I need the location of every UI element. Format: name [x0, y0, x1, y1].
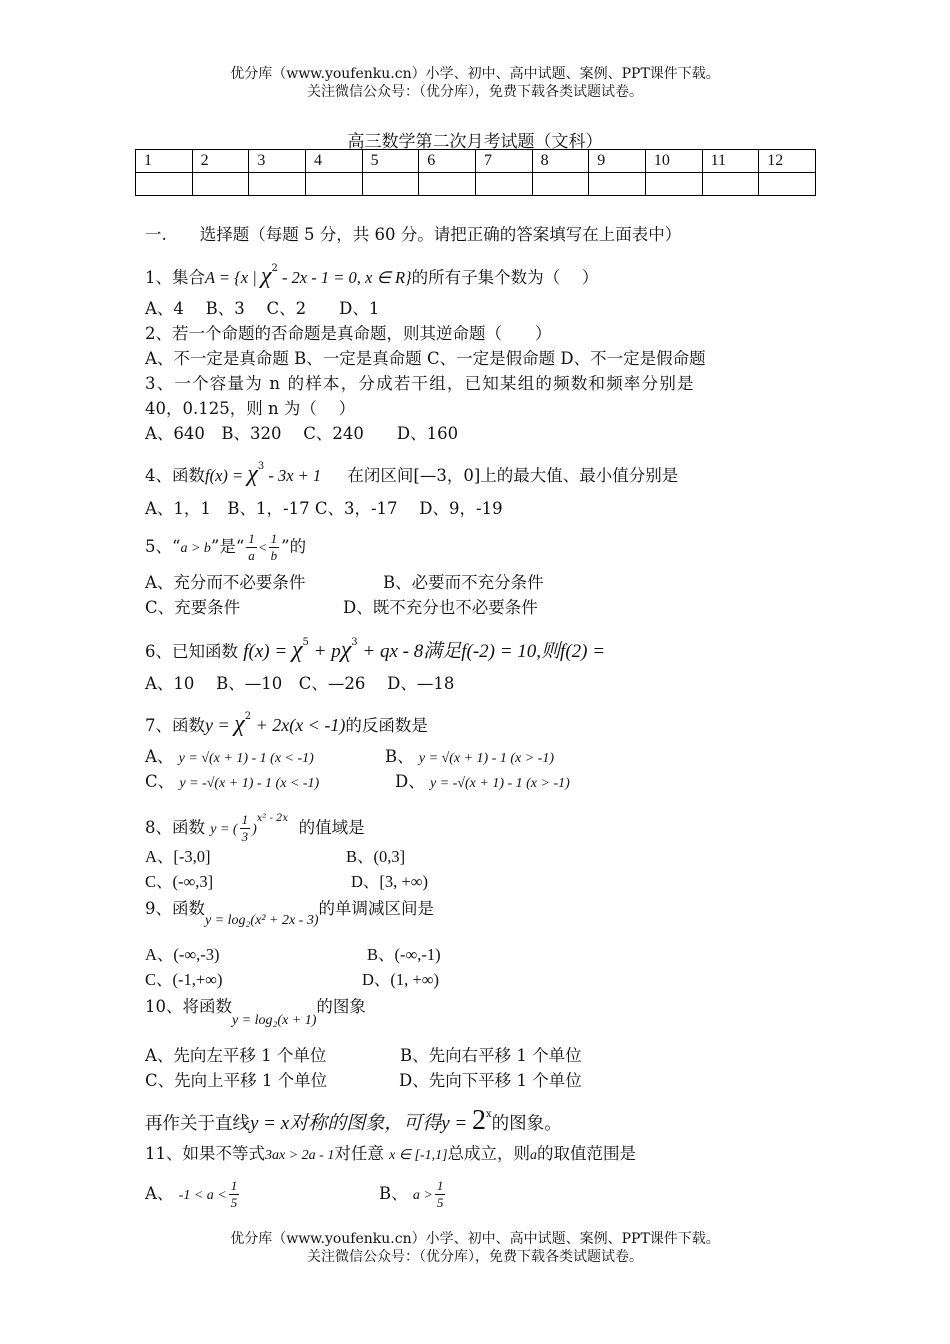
footer-line-1: 优分库（www.youfenku.cn）小学、初中、高中试题、案例、PPT课件下载。 — [230, 1231, 720, 1247]
question-7-option-a: A、 y = √(x + 1) - 1 (x < -1) — [145, 747, 314, 766]
question-7-tail: 的反函数是 — [345, 716, 428, 735]
question-5-option-c: C、充要条件 — [145, 598, 241, 617]
question-5-mid: ”是“ — [210, 537, 245, 556]
question-7-option-c: C、 y = -√(x + 1) - 1 (x < -1) — [145, 772, 320, 791]
question-6-exp-1: 5 — [302, 637, 309, 648]
question-8-option-c: C、(-∞,3] — [145, 872, 214, 891]
question-6-options: A、10 B、—10 C、—26 D、—18 — [145, 674, 455, 693]
question-5-fraction-b: $\frac{1}{b}$ — [270, 531, 278, 563]
question-10 — [145, 996, 366, 1032]
answer-number: 12 — [759, 150, 816, 173]
answer-number: 5 — [362, 150, 419, 173]
question-8-math-b: ) — [252, 822, 257, 837]
question-5-less-than: < — [258, 541, 267, 556]
header-line-1: 优分库（www.youfenku.cn）小学、初中、高中试题、案例、PPT课件下载。 — [230, 66, 720, 82]
answer-cell[interactable] — [532, 173, 589, 196]
question-3-line-1: 3、一个容量为 n 的样本，分成若干组，已知某组的频数和频率分别是 — [145, 374, 695, 393]
footer-line-2: 关注微信公众号：（优分库），免费下载各类试题试卷。 — [307, 1249, 643, 1265]
question-9-tail: 的单调减区间是 — [318, 899, 434, 918]
question-8-option-d: D、[3, +∞) — [351, 872, 428, 891]
question-5-option-a: A、充分而不必要条件 — [145, 573, 306, 592]
question-6-chi-1: χ — [291, 637, 303, 663]
answer-number: 9 — [589, 150, 646, 173]
question-9 — [145, 898, 434, 932]
question-4-math-b: - 3x + 1 — [264, 466, 322, 485]
question-8-tail: 的值域是 — [298, 818, 365, 837]
question-1-math-b: - 2x - 1 = 0, x ∈ R} — [277, 268, 412, 287]
question-9-option-a: A、(-∞,-3) — [145, 945, 220, 964]
question-11: 11、如果不等式3ax > 2a - 1对任意 x ∈ [-1,1]总成立，则a的取值范围是 — [145, 1144, 637, 1163]
question-4-chi: χ — [247, 461, 258, 487]
question-10-continuation: 再作关于直线y = x对称的图象，可得$y = 2^x$的图象。 — [145, 1105, 562, 1136]
answer-number: 6 — [419, 150, 476, 173]
answer-cell[interactable] — [589, 173, 646, 196]
question-5-tail: ”的 — [281, 537, 307, 556]
question-1-tail: 的所有子集个数为（ ） — [411, 268, 599, 287]
question-9-lead: 9、函数 — [145, 899, 205, 918]
answer-number: 2 — [192, 150, 249, 173]
question-10-option-c: C、先向上平移 1 个单位 — [145, 1071, 328, 1090]
question-8-option-a: A、[-3,0] — [145, 847, 211, 866]
question-8-math-a: y = ( — [210, 822, 238, 837]
question-7 — [145, 706, 428, 737]
question-10-option-d: D、先向下平移 1 个单位 — [399, 1071, 582, 1090]
question-7-option-b: B、 y = √(x + 1) - 1 (x > -1) — [385, 747, 555, 766]
question-6 — [145, 632, 605, 663]
answer-number: 3 — [249, 150, 306, 173]
question-10-option-a: A、先向左平移 1 个单位 — [145, 1046, 327, 1065]
question-6-math-c: + qx - 8满足f(-2) = 10,则f(2) = — [357, 641, 606, 662]
question-1-math-a: A = {x | — [205, 268, 261, 287]
answer-number: 10 — [645, 150, 702, 173]
question-7-exp: 2 — [244, 711, 252, 722]
answer-cell[interactable] — [702, 173, 759, 196]
question-7-option-d: D、 y = -√(x + 1) - 1 (x > -1) — [395, 772, 570, 791]
question-5 — [145, 530, 306, 566]
question-1-exp: 2 — [271, 263, 278, 274]
question-6-exp-2: 3 — [351, 637, 358, 648]
question-1 — [145, 258, 598, 289]
question-5-lead: 5、“ — [145, 537, 181, 556]
question-4-lead: 4、函数 — [145, 466, 205, 485]
answer-cell[interactable] — [362, 173, 419, 196]
question-5-fraction-a: $\frac{1}{a}$ — [248, 531, 255, 563]
question-9-option-c: C、(-1,+∞) — [145, 970, 223, 989]
answer-table-blank-row — [136, 173, 816, 196]
question-3-options: A、640 B、320 C、240 D、160 — [145, 424, 459, 443]
question-8-lead: 8、函数 — [145, 818, 205, 837]
question-6-math-a: f(x) = — [243, 641, 292, 662]
question-5-option-d: D、既不充分也不必要条件 — [343, 598, 538, 617]
question-9-option-b: B、(-∞,-1) — [367, 945, 441, 964]
answer-cell[interactable] — [419, 173, 476, 196]
answer-cell[interactable] — [249, 173, 306, 196]
question-7-math-a: y = — [205, 715, 235, 735]
question-5-option-b: B、必要而不充分条件 — [383, 573, 544, 592]
question-4 — [145, 456, 678, 487]
question-7-chi: χ — [234, 711, 245, 737]
answer-number: 11 — [702, 150, 759, 173]
exam-title: 高三数学第二次月考试题（文科） — [347, 132, 603, 152]
question-6-chi-2: χ — [340, 637, 352, 663]
answer-cell[interactable] — [645, 173, 702, 196]
question-4-math-a: f(x) = — [205, 466, 248, 485]
answer-number: 7 — [475, 150, 532, 173]
question-7-math-b: + 2x(x < -1) — [251, 715, 346, 735]
question-1-options: A、4 B、3 C、2 D、1 — [145, 299, 380, 318]
question-6-math-b: + p — [308, 641, 341, 662]
answer-cell[interactable] — [136, 173, 193, 196]
answer-cell[interactable] — [305, 173, 362, 196]
question-3-line-2: 40，0.125，则 n 为（ ） — [145, 399, 356, 418]
question-8-option-b: B、(0,3] — [346, 847, 406, 866]
question-1-chi: χ — [260, 263, 272, 289]
question-5-cond: a > b — [180, 541, 211, 556]
answer-number: 8 — [532, 150, 589, 173]
question-8-fraction: $\frac{1}{3}$ — [241, 812, 249, 844]
question-8-exp: x² - 2x — [256, 813, 289, 824]
question-2: 2、若一个命题的否命题是真命题，则其逆命题（ ） — [145, 324, 552, 343]
answer-cell[interactable] — [475, 173, 532, 196]
header-line-2: 关注微信公众号：（优分库），免费下载各类试题试卷。 — [307, 84, 643, 100]
question-10-lead: 10、将函数 — [145, 997, 232, 1016]
answer-table-number-row — [136, 150, 816, 173]
answer-cell[interactable] — [192, 173, 249, 196]
question-11-option-b: B、 a > $\frac{1}{5}$ — [379, 1178, 444, 1210]
question-10-option-b: B、先向右平移 1 个单位 — [400, 1046, 582, 1065]
question-11-option-a: A、 -1 < a < $\frac{1}{5}$ — [145, 1178, 238, 1210]
question-11-option-a-fraction: $\frac{1}{5}$ — [230, 1178, 238, 1210]
question-9-option-d: D、(1, +∞) — [362, 970, 439, 989]
question-4-exp: 3 — [257, 461, 265, 472]
answer-number: 1 — [136, 150, 193, 173]
answer-number: 4 — [305, 150, 362, 173]
question-2-options: A、不一定是真命题 B、一定是真命题 C、一定是假命题 D、不一定是假命题 — [145, 349, 706, 368]
question-4-options: A、1，1 B、1，-17 C、3，-17 D、9，-19 — [145, 499, 503, 518]
answer-table — [135, 149, 816, 196]
question-10-tail: 的图象 — [316, 997, 366, 1016]
question-10-math: y = log₂(x + 1) — [232, 1013, 317, 1028]
question-6-lead: 6、已知函数 — [145, 642, 238, 661]
question-1-lead: 1、集合 — [145, 268, 205, 287]
question-11-option-b-fraction: $\frac{1}{5}$ — [436, 1178, 444, 1210]
question-9-math: y = log₂(x² + 2x - 3) — [205, 913, 319, 928]
answer-cell[interactable] — [759, 173, 816, 196]
question-8 — [145, 800, 365, 849]
section-heading: 一. 选择题（每题 5 分，共 60 分。请把正确的答案填写在上面表中） — [145, 225, 682, 244]
question-7-lead: 7、函数 — [145, 716, 205, 735]
question-4-tail: 在闭区间[—3，0]上的最大值、最小值分别是 — [347, 466, 679, 485]
